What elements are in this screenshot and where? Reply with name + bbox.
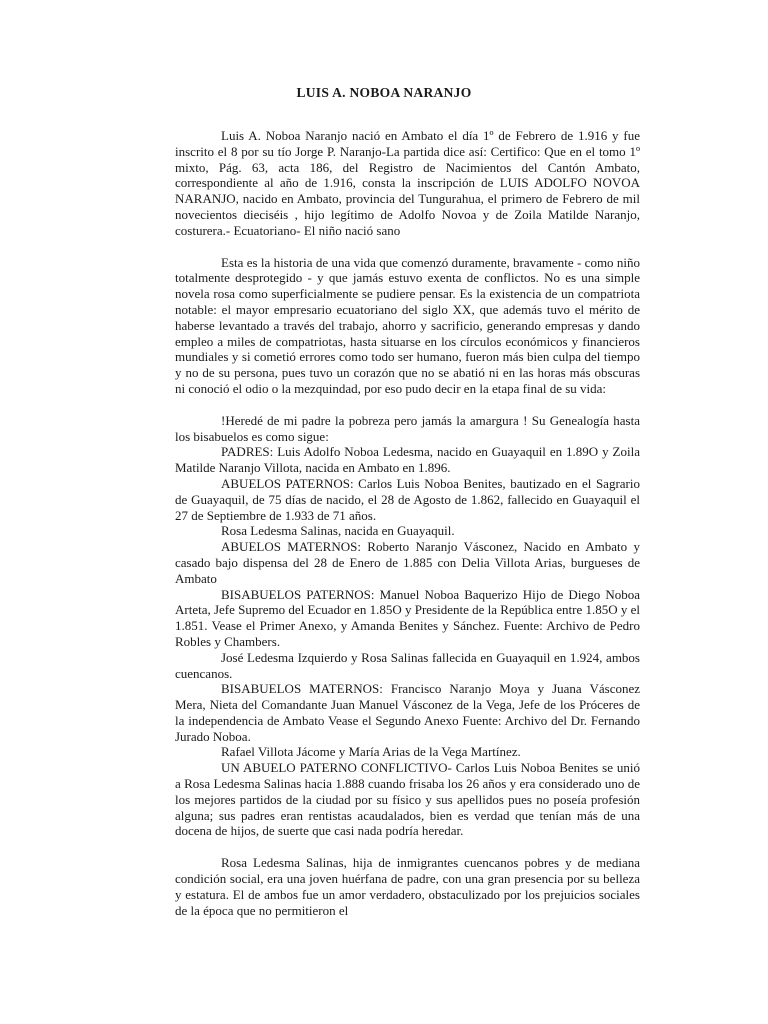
paragraph-birth-record: Luis A. Noboa Naranjo nació en Ambato el día 1º de Febrero de 1.916 y fue inscrito el 8 por su tío Jorge P. Naranjo-La partida dice así: Certifico: Que en el tomo 1º mixto, Pág. 63, acta 186, del Registro de Nacimientos del Cantón Ambato, correspondiente al año de 1.916, consta la inscripción de LUIS ADOLFO NOVOA NARANJO, nacido en Ambato, provincia del Tungurahua, el primero de Febrero de mil novecientos dieciséis , hijo legítimo de Adolfo Novoa y de Zoila Matilde Naranjo, costurera.- Ecuatoriano- El niño nació sano: [175, 128, 640, 238]
paragraph-paternal-great-grandparents: BISABUELOS PATERNOS: Manuel Noboa Baquerizo Hijo de Diego Noboa Arteta, Jefe Supremo del Ecuador en 1.85O y Presidente de la República entre 1.85O y el 1.851. Vease el Primer Anexo, y Amanda Benites y Sánchez. Fuente: Archivo de Pedro Robles y Chambers.: [175, 586, 640, 649]
page-title: LUIS A. NOBOA NARANJO: [296, 85, 472, 100]
paragraph-villota-great-grandparents: Rafael Villota Jácome y María Arias de la Vega Martínez.: [221, 744, 521, 760]
paragraph-maternal-grandparents: ABUELOS MATERNOS: Roberto Naranjo Vásconez, Nacido en Ambato y casado bajo dispensa del 28 de Enero de 1.885 con Delia Villota Arias, burgueses de Ambato: [175, 539, 640, 586]
paragraph-genealogy-intro: !Heredé de mi padre la pobreza pero jamás la amargura ! Su Genealogía hasta los bisabuelos es como sigue:: [175, 412, 640, 444]
paragraph-paternal-grandparents: ABUELOS PATERNOS: Carlos Luis Noboa Benites, bautizado en el Sagrario de Guayaquil, de 75 días de nacido, el 28 de Agosto de 1.862, fallecido en Guayaquil el 27 de Septiembre de 1.933 de 71 años.: [175, 475, 640, 523]
paragraph-maternal-great-grandparents: BISABUELOS MATERNOS: Francisco Naranjo Moya y Juana Vásconez Mera, Nieta del Comandante Juan Manuel Vásconez de la Vega, Jefe de los Próceres de la independencia de Ambato Vease el Segundo Anexo Fuente: Archivo del Dr. Fernando Jurado Noboa.: [175, 681, 640, 744]
paragraph-paternal-grandmother: Rosa Ledesma Salinas, nacida en Guayaquil.: [221, 523, 455, 539]
paragraph-rosa-ledesma: Rosa Ledesma Salinas, hija de inmigrantes cuencanos pobres y de mediana condición social, era una joven huérfana de padre, con una gran presencia por su belleza y estatura. El de ambos fue un amor verdadero, obstaculizado por los prejuicios sociales de la época que no permitieron el: [175, 855, 640, 918]
paragraph-life-story: Esta es la historia de una vida que comenzó duramente, bravamente - como niño totalmente desprotegido - y que jamás estuvo exenta de conflictos. No es una simple novela rosa como superficialmente se pudiere pensar. Es la existencia de un compatriota notable: el mayor empresario ecuatoriano del siglo XX, que además tuvo el mérito de haberse levantado a través del trabajo, ahorro y sacrificio, generando empresas y dando empleo a miles de compatriotas, hasta situarse en los círculos económicos y financieros mundiales y si cometió errores como todo ser humano, fueron más bien culpa del tiempo y no de su persona, pues tuvo un corazón que no se abatió ni en las horas más obscuras ni conoció el odio o la mezquindad, por eso pudo decir en la etapa final de su vida:: [175, 254, 640, 396]
paragraph-conflictive-grandfather: UN ABUELO PATERNO CONFLICTIVO- Carlos Luis Noboa Benites se unió a Rosa Ledesma Salinas hacia 1.888 cuando frisaba los 26 años y era considerado uno de los mejores partidos de la ciudad por su físico y sus apellidos pues no poseía profesión alguna; sus padres eran rentistas acaudalados, bien es verdad que tenían más de una docena de hijos, de suerte que casi nada podría heredar.: [175, 760, 640, 839]
document-body: [175, 128, 640, 918]
paragraph-ledesma-great-grandparents: José Ledesma Izquierdo y Rosa Salinas fallecida en Guayaquil en 1.924, ambos cuencanos.: [175, 649, 640, 681]
paragraph-parents: PADRES: Luis Adolfo Noboa Ledesma, nacido en Guayaquil en 1.89O y Zoila Matilde Naranjo Villota, nacida en Ambato en 1.896.: [175, 444, 640, 476]
